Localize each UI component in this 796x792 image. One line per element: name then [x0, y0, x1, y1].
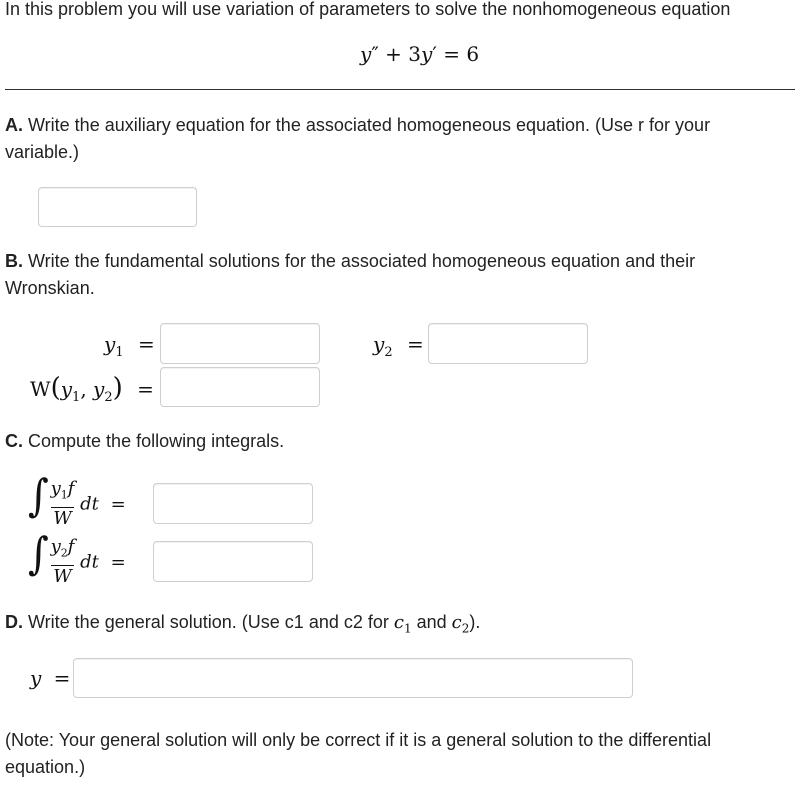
y2-input[interactable]	[428, 323, 588, 364]
y2-sub: 2	[384, 345, 393, 360]
w-sub1: 1	[72, 390, 81, 405]
w-letter: W	[30, 377, 51, 401]
integral-2	[28, 528, 126, 588]
y2-eq: =	[406, 332, 424, 356]
integral-1-num-y: y	[50, 478, 61, 500]
y2-label	[373, 332, 424, 360]
gs-eq: =	[53, 666, 71, 690]
part-d-text-before: Write the general solution. (Use c1 and c2 for	[28, 612, 394, 632]
w-comma: ,	[80, 377, 87, 401]
eq-rhs: 6	[466, 42, 480, 66]
w-eq: =	[137, 377, 154, 401]
part-a-prompt	[5, 112, 785, 166]
y2-var: y	[373, 332, 385, 356]
part-b-label: B.	[5, 251, 23, 271]
y1-label	[104, 332, 155, 360]
c2-sub: 2	[461, 621, 470, 636]
part-b-text: Write the fundamental solutions for the associated homogeneous equation and their Wronskian.	[5, 251, 696, 298]
integral-1	[28, 470, 126, 530]
integral-1-dt: dt	[80, 493, 99, 515]
integral-2-sign: ∫	[28, 528, 49, 580]
intro-text: In this problem you will use variation of parameters to solve the nonhomogeneous equation	[5, 0, 731, 19]
gs-y: y	[30, 666, 42, 690]
y1-input[interactable]	[160, 323, 320, 364]
integral-2-dt: dt	[80, 551, 99, 573]
general-solution-label	[30, 666, 70, 690]
w-open: (	[50, 373, 61, 403]
eq-double-prime: ″	[371, 42, 379, 66]
integral-1-num-sub: 1	[60, 488, 68, 502]
y1-eq: =	[137, 332, 155, 356]
eq-equals: =	[443, 42, 460, 66]
note-text: (Note: Your general solution will only be correct if it is a general solution to the differential equation.)	[5, 730, 712, 777]
integral-1-input[interactable]	[153, 483, 313, 524]
part-d-prompt	[5, 609, 785, 643]
integral-2-den: W	[51, 565, 75, 588]
integral-2-num-y: y	[50, 536, 61, 558]
w-y2: y	[93, 377, 105, 401]
divider	[5, 89, 795, 90]
integral-2-fraction	[51, 536, 75, 588]
part-d-label: D.	[5, 612, 23, 632]
part-b-prompt	[5, 248, 785, 302]
eq-plus: +	[385, 42, 402, 66]
w-y1: y	[60, 377, 73, 401]
y1-var: y	[104, 332, 116, 356]
part-a-text: Write the auxiliary equation for the associated homogeneous equation. (Use r for your variable.)	[5, 115, 711, 162]
wronskian-label	[30, 373, 154, 405]
w-close: )	[112, 373, 123, 403]
auxiliary-equation-input[interactable]	[38, 187, 197, 227]
part-d-text-after: ).	[469, 612, 481, 632]
integral-1-sign: ∫	[28, 470, 49, 522]
eq-y: y	[360, 42, 372, 66]
integral-1-fraction	[51, 478, 75, 530]
general-solution-input[interactable]	[73, 658, 633, 698]
wronskian-input[interactable]	[160, 367, 320, 407]
c1-sub: 1	[403, 621, 412, 636]
integral-1-num-f: f	[67, 478, 75, 500]
part-c-text: Compute the following integrals.	[28, 431, 285, 451]
integral-1-den: W	[51, 507, 75, 530]
part-d-and: and	[411, 612, 452, 632]
integral-2-eq: =	[110, 551, 126, 573]
w-sub2: 2	[104, 390, 113, 405]
y1-sub: 1	[115, 345, 124, 360]
part-a-label: A.	[5, 115, 23, 135]
integral-2-input[interactable]	[153, 541, 313, 582]
integral-2-num-sub: 2	[60, 546, 68, 560]
eq-prime: ′	[432, 42, 437, 66]
integral-2-num-f: f	[67, 536, 75, 558]
part-c-label: C.	[5, 431, 23, 451]
main-equation	[360, 42, 479, 66]
integral-1-eq: =	[110, 493, 126, 515]
eq-coef: 3	[408, 42, 422, 66]
eq-y2: y	[421, 42, 433, 66]
part-c-prompt	[5, 428, 785, 455]
c1-var: c	[393, 612, 404, 633]
c2-var: c	[451, 612, 462, 633]
